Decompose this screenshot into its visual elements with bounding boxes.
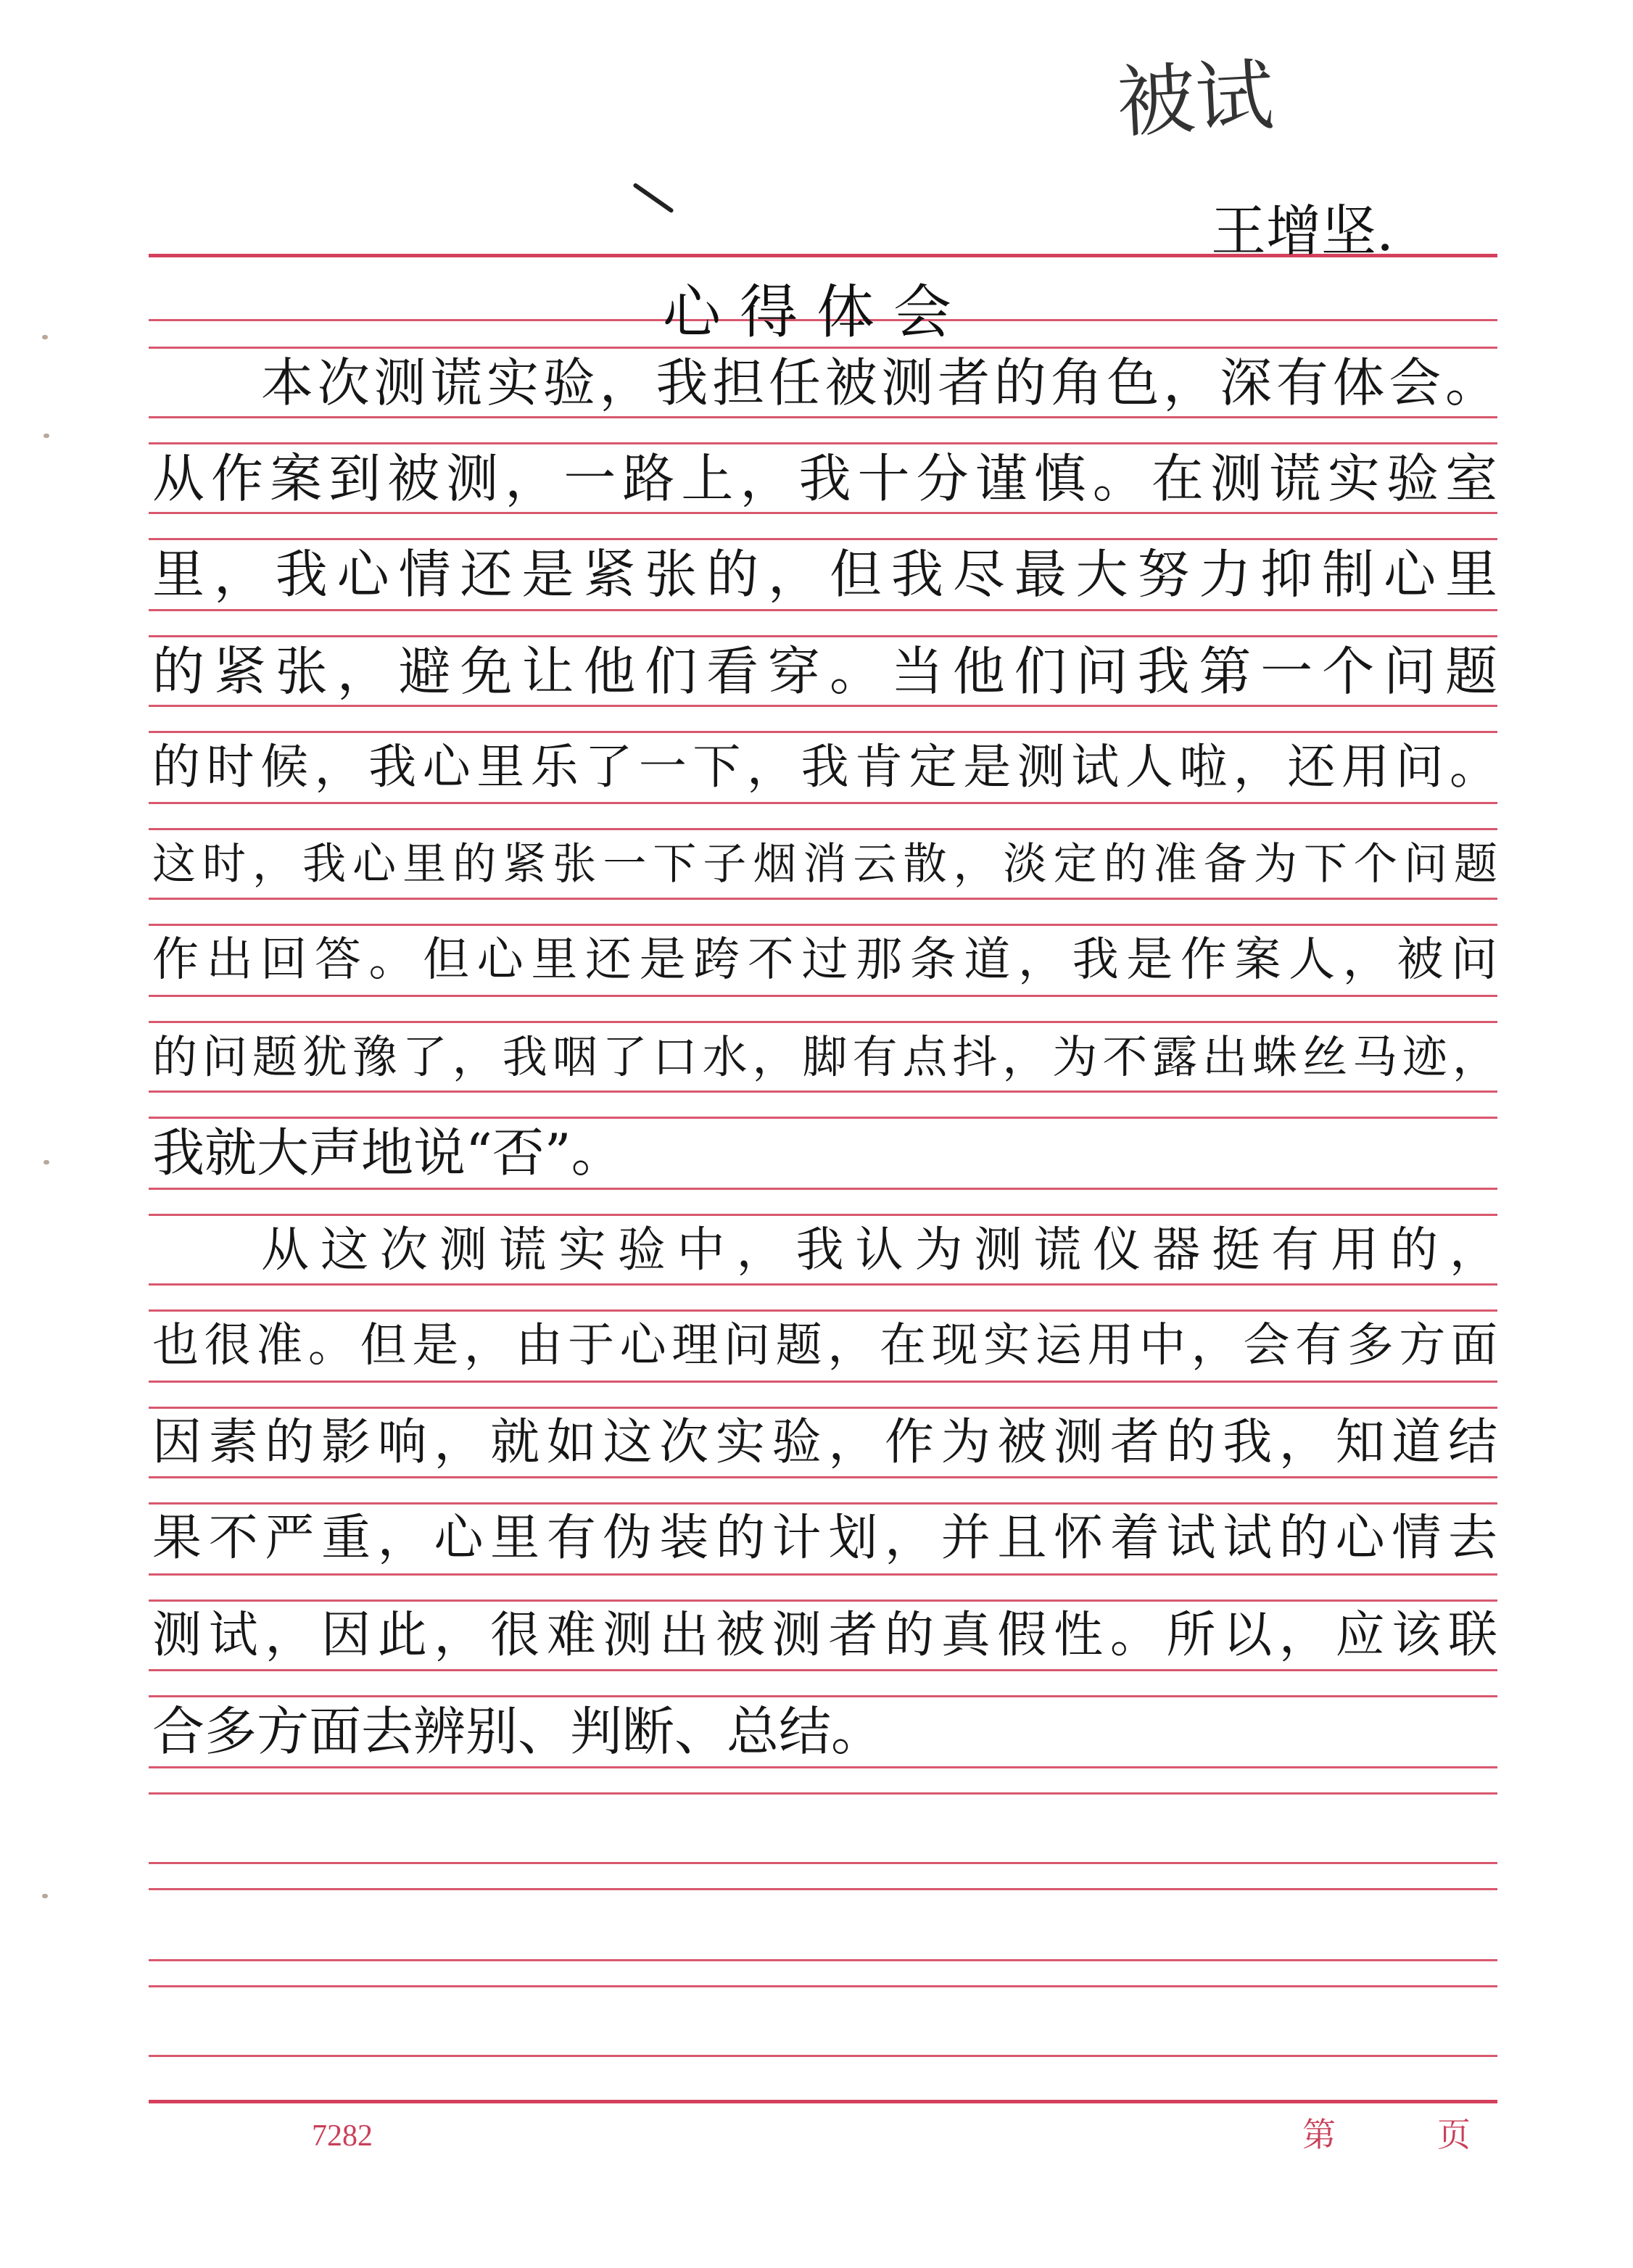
text-line: 的问题犹豫了，我咽了口水，脚有点抖，为不露出蛛丝马迹， — [152, 1030, 1497, 1083]
ruled-line — [149, 442, 1497, 444]
ruled-line — [149, 1985, 1497, 1987]
paper-speck — [44, 434, 49, 438]
text-line: 作出回答。但心里还是跨不过那条道，我是作案人，被问 — [152, 933, 1497, 987]
ruled-line — [149, 1283, 1497, 1286]
ruled-line — [149, 1599, 1497, 1602]
text-line: 从作案到被测，一路上，我十分谨慎。在测谎实验室 — [152, 448, 1497, 509]
ruled-line — [149, 898, 1497, 900]
ruled-line — [149, 1959, 1497, 1961]
ruled-line — [149, 1862, 1497, 1864]
ruled-line — [149, 1476, 1497, 1478]
ruled-line — [149, 802, 1497, 804]
text-line: 里，我心情还是紧张的，但我尽最大努力抑制心里 — [152, 544, 1497, 605]
ruled-line — [149, 1090, 1497, 1093]
ruled-line — [149, 1766, 1497, 1768]
ruled-line — [149, 1669, 1497, 1671]
text-line: 从这次测谎实验中，我认为测谎仪器挺有用的， — [261, 1222, 1497, 1278]
text-line: 果不严重，心里有伪装的计划，并且怀着试试的心情去 — [152, 1510, 1497, 1567]
ruled-line — [149, 1407, 1497, 1409]
ruled-line — [149, 731, 1497, 733]
author-name: 王增坚. — [1211, 199, 1394, 263]
ruled-line — [149, 1214, 1497, 1216]
text-line: 测试，因此，很难测出被测者的真假性。所以，应该联 — [152, 1607, 1497, 1664]
paper-speck — [44, 1160, 49, 1164]
text-line: 合多方面去辨别、判断、总结。 — [152, 1701, 884, 1762]
text-line: 的紧张，避免让他们看穿。当他们问我第一个问题 — [152, 641, 1497, 702]
text-line: 我就大声地说“否”。 — [152, 1122, 624, 1183]
ruled-line — [149, 1695, 1497, 1697]
text-line: 本次测谎实验，我担任被测者的角色，深有体会。 — [261, 352, 1497, 413]
text-line: 也很准。但是，由于心理问题，在现实运用中，会有多方面 — [152, 1319, 1497, 1373]
ruled-line — [149, 1021, 1497, 1023]
ruled-line — [149, 828, 1497, 830]
footer-code: 7282 — [312, 2119, 373, 2153]
ruled-line — [149, 705, 1497, 707]
pen-stroke-mark — [632, 183, 674, 214]
ruled-line — [149, 1573, 1497, 1576]
header-annotation: 被试 — [1115, 50, 1276, 149]
ruled-line — [149, 1309, 1497, 1312]
ruled-line — [149, 1117, 1497, 1119]
ruled-line — [149, 995, 1497, 997]
ruled-line — [149, 512, 1497, 514]
ruled-line — [149, 924, 1497, 926]
ruled-line — [149, 635, 1497, 637]
ruled-line — [149, 1502, 1497, 1505]
ruled-line — [149, 609, 1497, 611]
footer-page-label-ye: 页 — [1437, 2115, 1471, 2154]
page-title: 心得体会 — [663, 278, 970, 346]
ruled-line — [149, 416, 1497, 418]
text-line: 因素的影响，就如这次实验，作为被测者的我，知道结 — [152, 1414, 1497, 1471]
ruled-line — [149, 2100, 1497, 2103]
footer-page-label-di: 第 — [1302, 2115, 1336, 2154]
ruled-line — [149, 1188, 1497, 1190]
paper-speck — [42, 1894, 48, 1898]
paper-speck — [42, 335, 48, 339]
ruled-line — [149, 538, 1497, 540]
text-line: 这时，我心里的紧张一下子烟消云散，淡定的准备为下个问题 — [152, 839, 1497, 890]
text-line: 的时候，我心里乐了一下，我肯定是测试人啦，还用问。 — [152, 739, 1497, 795]
ruled-line — [149, 1381, 1497, 1383]
ruled-line — [149, 2055, 1497, 2057]
ruled-line — [149, 1888, 1497, 1890]
ruled-line — [149, 1792, 1497, 1795]
